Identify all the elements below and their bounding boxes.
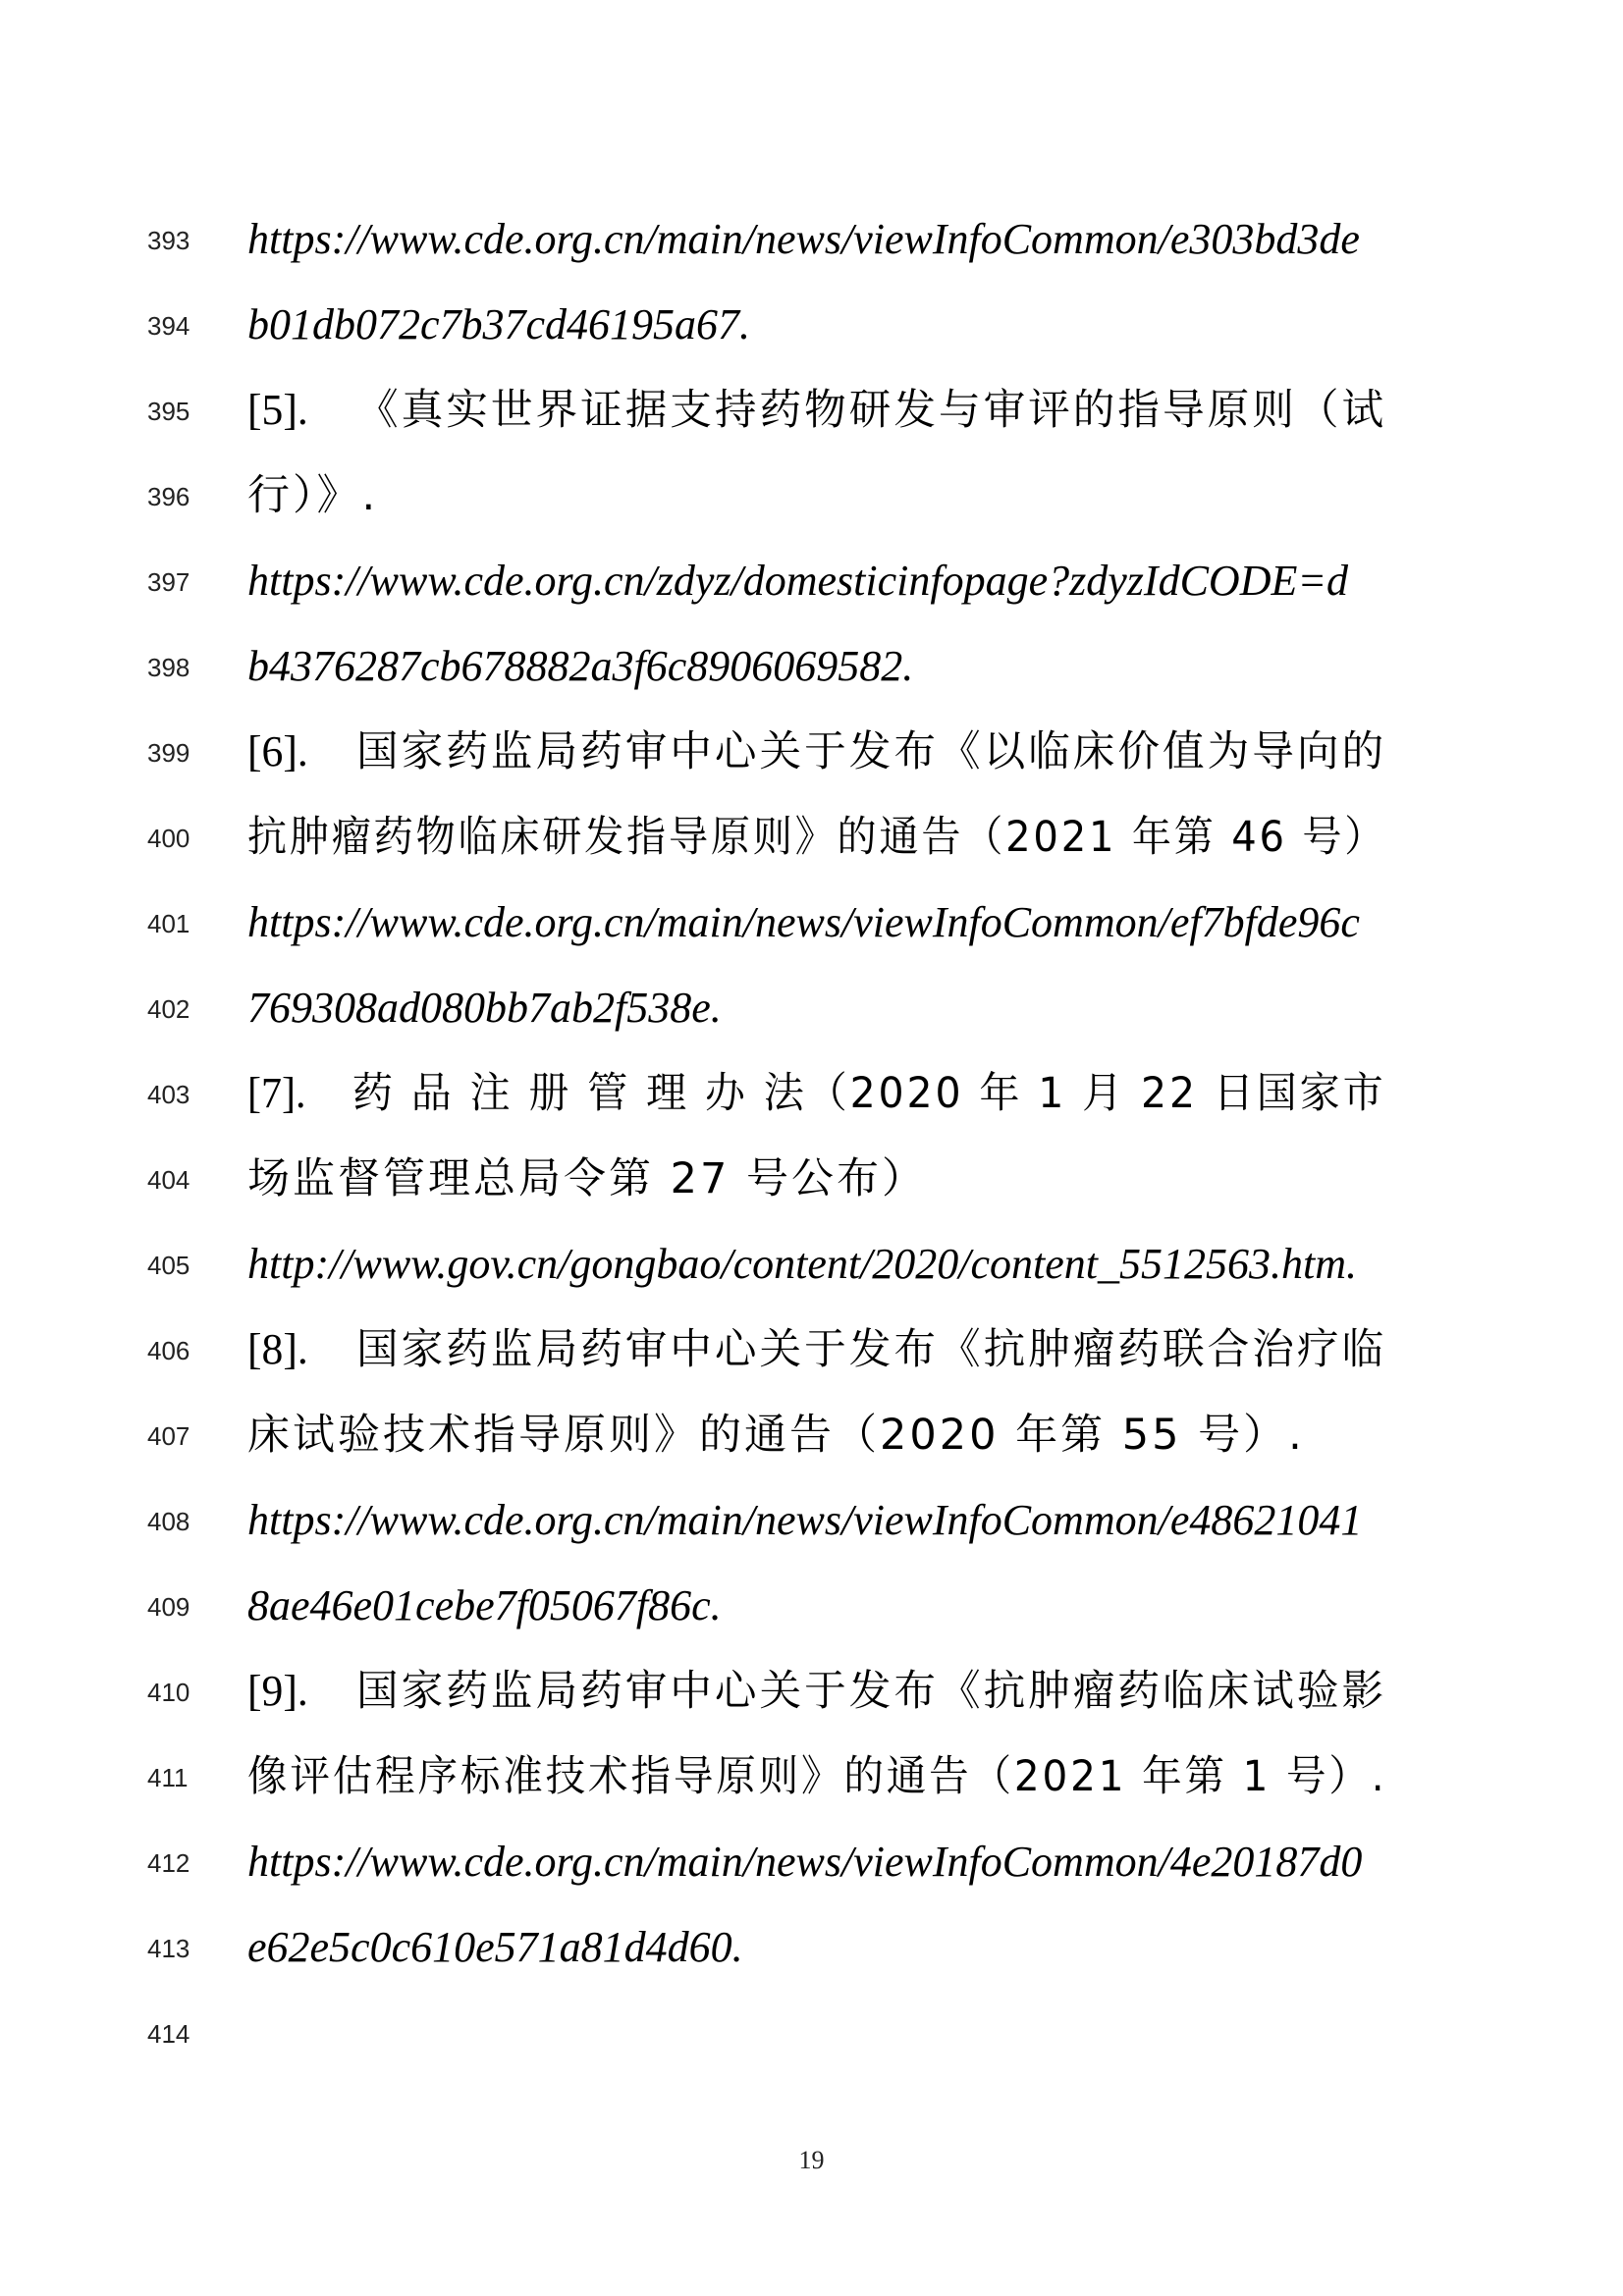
reference-text: 场监督管理总局令第 27 号公布） <box>247 1154 928 1203</box>
reference-url: b01db072c7b37cd46195a67. <box>247 300 751 348</box>
document-line <box>0 887 1623 973</box>
reference-text: 抗肿瘤药物临床研发指导原则》的通告（2021 年第 46 号） <box>247 813 1387 862</box>
line-number: 402 <box>147 994 190 1024</box>
reference-entry <box>247 722 1387 781</box>
reference-number: [7]. <box>247 1069 306 1117</box>
line-number: 399 <box>147 738 190 768</box>
document-line <box>0 204 1623 290</box>
document-line <box>0 802 1623 887</box>
reference-url: https://www.cde.org.cn/main/news/viewInfoCommon/4e20187d0 <box>247 1838 1363 1886</box>
document-line <box>0 546 1623 631</box>
document-line <box>0 1998 1623 2083</box>
line-number: 405 <box>147 1251 190 1280</box>
line-number: 413 <box>147 1934 190 1963</box>
line-number: 412 <box>147 1848 190 1878</box>
reference-entry <box>247 1662 1387 1721</box>
reference-text: 床试验技术指导原则》的通告（2020 年第 55 号）. <box>247 1411 1305 1460</box>
line-number: 394 <box>147 311 190 341</box>
reference-number: [8]. <box>247 1325 308 1373</box>
line-number: 410 <box>147 1678 190 1707</box>
line-number: 408 <box>147 1507 190 1536</box>
document-line <box>0 290 1623 375</box>
document-line <box>0 1229 1623 1314</box>
reference-text: 像评估程序标准技术指导原则》的通告（2021 年第 1 号）. <box>247 1752 1387 1801</box>
document-line <box>0 460 1623 546</box>
line-number: 395 <box>147 397 190 426</box>
document-line <box>0 631 1623 717</box>
line-number: 409 <box>147 1592 190 1622</box>
line-number: 397 <box>147 567 190 597</box>
reference-number: [6]. <box>247 727 308 775</box>
line-number: 403 <box>147 1080 190 1109</box>
line-number: 393 <box>147 226 190 255</box>
reference-entry <box>247 381 1387 440</box>
line-number: 401 <box>147 909 190 938</box>
reference-title: 国家药监局药审中心关于发布《抗肿瘤药联合治疗临 <box>356 1325 1387 1374</box>
reference-url: https://www.cde.org.cn/zdyz/domesticinfopage?zdyzIdCODE=d <box>247 557 1349 605</box>
document-line <box>0 1144 1623 1229</box>
document-line <box>0 1314 1623 1400</box>
reference-url: https://www.cde.org.cn/main/news/viewInfoCommon/ef7bfde96c <box>247 898 1360 946</box>
reference-number: [9]. <box>247 1667 308 1715</box>
reference-entry <box>247 1064 1386 1123</box>
document-line <box>0 1485 1623 1571</box>
reference-text: 行）》. <box>247 471 379 520</box>
document-line <box>0 1400 1623 1485</box>
line-number: 404 <box>147 1165 190 1195</box>
reference-url: https://www.cde.org.cn/main/news/viewInfoCommon/e48621041 <box>247 1496 1363 1544</box>
document-line <box>0 717 1623 802</box>
line-number: 414 <box>147 2019 190 2049</box>
line-number: 396 <box>147 482 190 511</box>
document-line <box>0 1741 1623 1827</box>
reference-url: e62e5c0c610e571a81d4d60. <box>247 1923 743 1971</box>
reference-title: 国家药监局药审中心关于发布《以临床价值为导向的 <box>356 727 1387 776</box>
document-line <box>0 1912 1623 1998</box>
reference-url: 8ae46e01cebe7f05067f86c. <box>247 1581 722 1629</box>
reference-url: 769308ad080bb7ab2f538e. <box>247 984 722 1032</box>
reference-url: http://www.gov.cn/gongbao/content/2020/content_5512563.htm. <box>247 1240 1358 1288</box>
document-line <box>0 1058 1623 1144</box>
line-number: 398 <box>147 653 190 682</box>
reference-entry <box>247 1320 1387 1379</box>
line-number: 406 <box>147 1336 190 1365</box>
line-number: 407 <box>147 1421 190 1451</box>
reference-title: 国家药监局药审中心关于发布《抗肿瘤药临床试验影 <box>356 1667 1387 1716</box>
document-line <box>0 1827 1623 1912</box>
line-number: 400 <box>147 824 190 853</box>
reference-url: b4376287cb678882a3f6c8906069582. <box>247 642 914 690</box>
document-line <box>0 375 1623 460</box>
document-line <box>0 1656 1623 1741</box>
page-number: 19 <box>798 2146 825 2174</box>
line-number: 411 <box>147 1763 189 1792</box>
reference-url: https://www.cde.org.cn/main/news/viewInfoCommon/e303bd3de <box>247 215 1360 263</box>
reference-title: 《真实世界证据支持药物研发与审评的指导原则（试 <box>356 386 1387 435</box>
document-line <box>0 1571 1623 1656</box>
document-line <box>0 973 1623 1058</box>
reference-number: [5]. <box>247 386 308 434</box>
reference-title: 药 品 注 册 管 理 办 法（2020 年 1 月 22 日国家市 <box>352 1069 1386 1118</box>
